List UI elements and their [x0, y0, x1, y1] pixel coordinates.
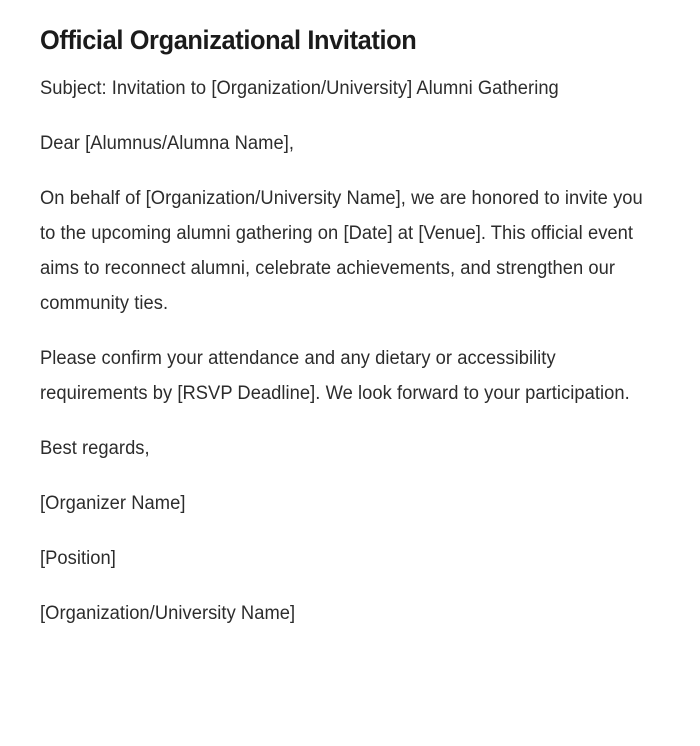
- page-title: Official Organizational Invitation: [40, 25, 417, 55]
- paragraph-subject: Subject: Invitation to [Organization/University] Alumni Gathering: [40, 78, 559, 99]
- paragraph-salutation: Dear [Alumnus/Alumna Name],: [40, 133, 295, 154]
- document-body: [40, 71, 644, 631]
- signature-organizer-name: [Organizer Name]: [40, 493, 186, 514]
- paragraph-invitation-body: On behalf of [Organization/University Name], we are honored to invite you to the upcoming alumni gathering on [Date] at [Venue]. This official event aims to reconnect alumni, celebrate achievements, and strengthen our community ties.: [40, 188, 643, 314]
- signature-organization-name: [Organization/University Name]: [40, 603, 296, 624]
- paragraph-closing: Best regards,: [40, 438, 150, 459]
- paragraph-rsvp-request: Please confirm your attendance and any dietary or accessibility requirements by [RSVP Deadline]. We look forward to your participation.: [40, 348, 630, 404]
- signature-position: [Position]: [40, 548, 116, 569]
